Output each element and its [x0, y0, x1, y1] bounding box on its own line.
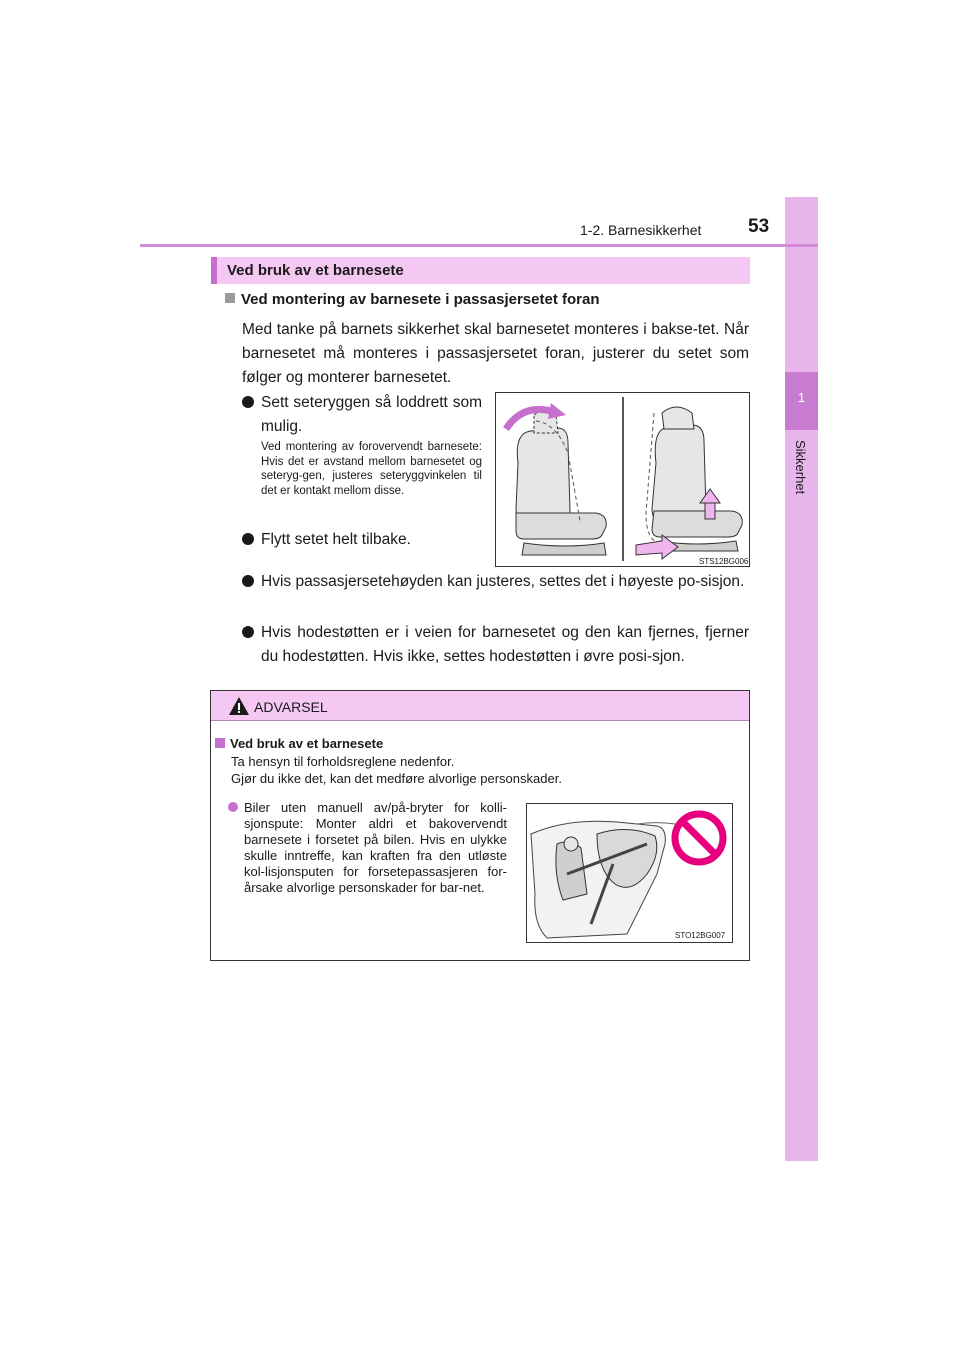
square-bullet-icon [225, 293, 235, 303]
page-number: 53 [748, 216, 770, 237]
airbag-warning-figure [526, 803, 733, 943]
chapter-side-strip [785, 197, 818, 1161]
bullet-text: Flytt setet helt tilbake. [261, 531, 411, 548]
figure-code: STO12BG007 [675, 931, 726, 940]
bullet-dot-icon [242, 396, 254, 408]
warning-line-2: Gjør du ikke det, kan det medføre alvorlige personskader. [231, 771, 562, 786]
bullet-text: Hvis passasjersetehøyden kan justeres, settes det i høyeste po-sisjon. [261, 573, 745, 590]
bullet-seat-height [242, 570, 749, 594]
bullet-move-seat [242, 528, 482, 552]
section-title-bar [211, 257, 750, 284]
warning-triangle-icon [228, 696, 250, 716]
warning-subtitle [215, 736, 383, 751]
subsection-title: Ved montering av barnesete i passasjersetet foran [241, 291, 600, 308]
warning-header [211, 691, 749, 721]
bullet-dot-icon [242, 575, 254, 587]
bullet-text: Hvis hodestøtten er i veien for barnesetet og den kan fjernes, fjerner du hodestøtten. Hvis ikke, settes hodestøtten i øvre posi-sjon. [261, 624, 749, 665]
running-header-section: 1-2. Barnesikkerhet [580, 222, 702, 238]
airbag-illustration [527, 804, 732, 942]
bullet-dot-icon [242, 533, 254, 545]
bullet-dot-icon [242, 626, 254, 638]
seat-illustration [496, 393, 749, 566]
bullet-headrest [242, 621, 749, 669]
warning-bullet [228, 800, 507, 896]
section-title: Ved bruk av et barnesete [227, 262, 404, 279]
warning-subtitle-text: Ved bruk av et barnesete [230, 736, 384, 751]
subsection-heading [225, 291, 599, 308]
chapter-label [785, 440, 818, 560]
square-bullet-icon [215, 738, 225, 748]
bullet-dot-icon [228, 802, 238, 812]
warning-line-1: Ta hensyn til forholdsreglene nedenfor. [231, 754, 455, 769]
warning-box [210, 690, 750, 961]
bullet-seatback [242, 391, 482, 439]
warning-title: ADVARSEL [254, 699, 328, 715]
bullet-text: Sett seteryggen så loddrett som mulig. [261, 394, 482, 435]
figure-code: STS12BG006 [699, 557, 749, 566]
intro-paragraph: Med tanke på barnets sikkerhet skal barnesetet monteres i bakse-tet. Når barnesetet må monteres i passasjersetet foran, justerer du setet som følger og monterer barnesetet. [242, 321, 749, 386]
bullet-note: Ved montering av forovervendt barnesete: Hvis det er avstand mellom barnesetet og seteryg-gen, justeres seteryggvinkelen til det er kontakt mellom disse. [261, 441, 482, 497]
warning-bullet-text: Biler uten manuell av/på-bryter for kolli-sjonspute: Monter aldri et bakovervendt barnesete i forsetet på bilen. Hvis en ulykke skulle inntreffe, kan kraften fra den utløste kol-lisjonsputen for forsetepassasjeren for-årsake alvorlige personskader for bar-net. [244, 800, 507, 895]
chapter-label-text: Sikkerhet [793, 440, 808, 495]
seat-adjustment-figure [495, 392, 750, 567]
header-rule [140, 244, 818, 247]
chapter-number: 1 [797, 390, 806, 405]
